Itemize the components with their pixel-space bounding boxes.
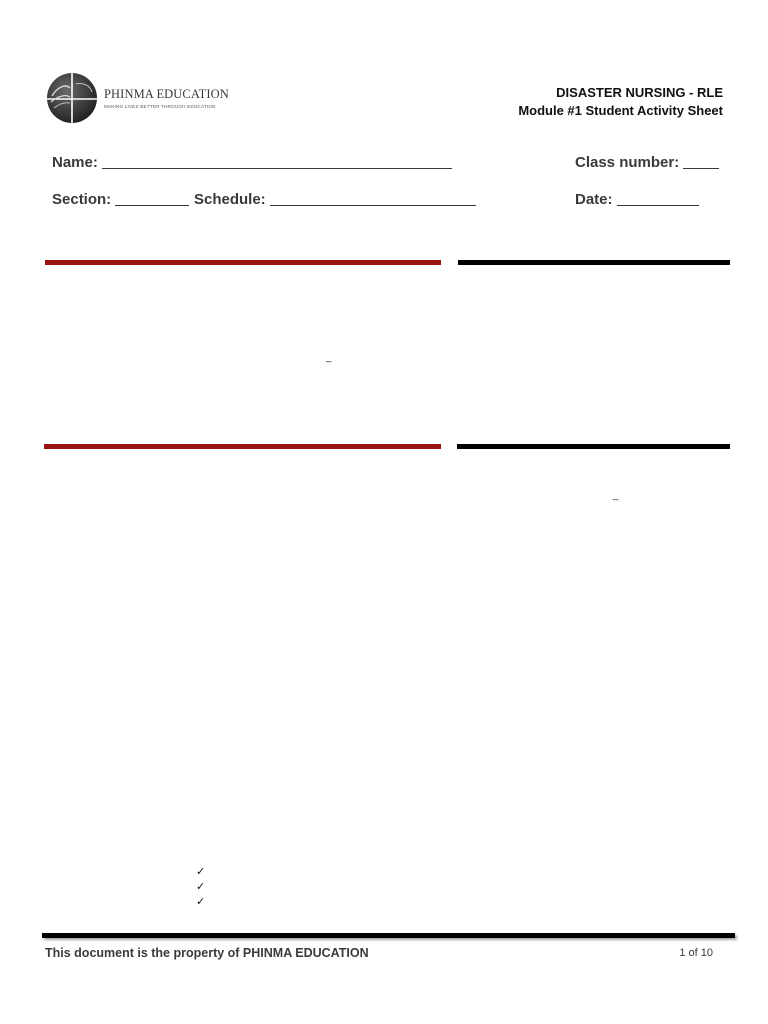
document-title-block	[518, 84, 723, 120]
logo-name: PHINMA EDUCATION	[104, 87, 229, 101]
section-divider-red-2	[44, 444, 441, 449]
date-field[interactable]	[575, 191, 699, 208]
class-number-label: Class number:	[575, 154, 680, 171]
module-title: Module #1 Student Activity Sheet	[518, 103, 723, 118]
checkmark-icon: ✓	[196, 865, 206, 878]
schedule-label: Schedule:	[194, 191, 266, 208]
checkmark-list	[196, 864, 205, 909]
course-title: DISASTER NURSING - RLE	[556, 85, 723, 100]
class-number-blank[interactable]	[683, 167, 719, 169]
name-label: Name:	[52, 154, 98, 171]
date-label: Date:	[575, 191, 613, 208]
stray-dash-mark: _	[326, 352, 332, 363]
logo-tagline: MAKING LIVES BETTER THROUGH EDUCATION	[104, 104, 216, 109]
section-divider-black-1	[458, 260, 730, 265]
checkmark-icon: ✓	[196, 880, 206, 893]
schedule-field[interactable]	[194, 191, 476, 208]
section-divider-red-1	[45, 260, 441, 265]
class-number-field[interactable]	[575, 154, 719, 171]
section-divider-black-2	[457, 444, 730, 449]
phinma-logo	[46, 70, 229, 126]
section-blank[interactable]	[115, 204, 189, 206]
section-field[interactable]	[52, 191, 189, 208]
schedule-blank[interactable]	[270, 204, 476, 206]
page-number: 1 of 10	[679, 947, 713, 959]
name-field[interactable]	[52, 154, 452, 171]
name-blank[interactable]	[102, 167, 452, 169]
date-blank[interactable]	[617, 204, 699, 206]
stray-dash-mark: _	[613, 490, 619, 501]
phinma-logo-icon	[46, 72, 98, 124]
checkmark-icon: ✓	[196, 895, 206, 908]
footer-property-notice: This document is the property of PHINMA EDUCATION	[45, 946, 369, 960]
section-label: Section:	[52, 191, 112, 208]
footer-rule	[42, 933, 735, 938]
